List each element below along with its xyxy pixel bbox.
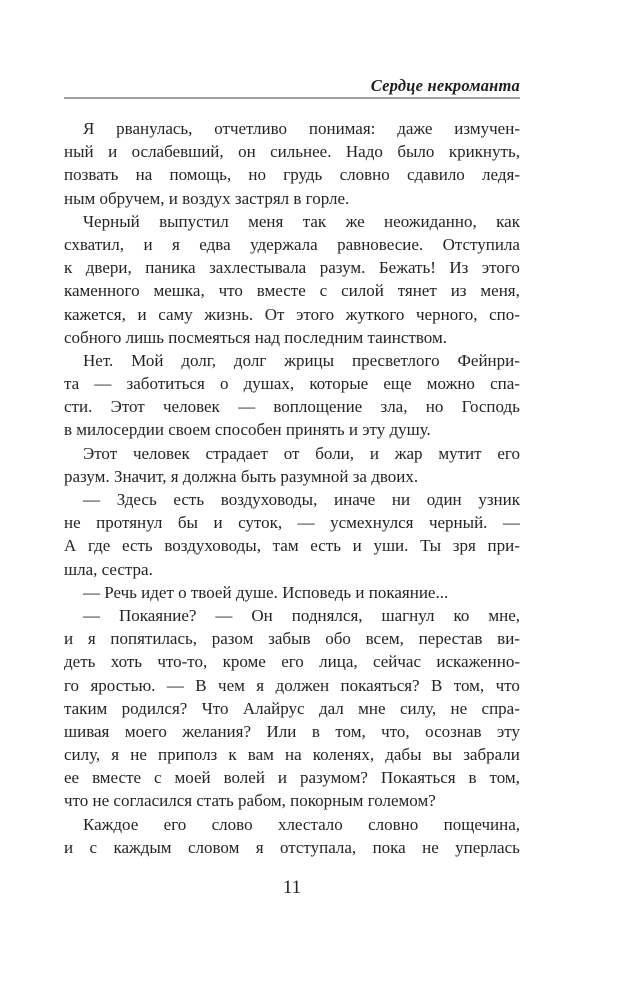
paragraph (64, 117, 520, 210)
text-line: каменного мешка, что вместе с силой тянет из меня, (64, 281, 520, 301)
text-line: разум. Значит, я должна быть разумной за двоих. (64, 466, 419, 486)
text-line: Я рванулась, отчетливо понимая: даже измучен- (83, 119, 520, 138)
text-line: та — заботиться о душах, которые еще можно спа- (64, 374, 520, 394)
text-line: Черный выпустил меня так же неожиданно, как (83, 211, 520, 231)
text-line: Каждое его слово хлестало словно пощечина, (83, 814, 520, 834)
text-line: ее вместе с моей волей и разумом? Покаяться в том, (64, 768, 520, 788)
text-line: что не согласился стать рабом, покорным големом? (64, 791, 436, 811)
paragraph (64, 210, 520, 349)
paragraph (64, 581, 520, 604)
text-line: Нет. Мой долг, долг жрицы пресветлого Фейнри- (83, 350, 520, 370)
text-line: Этот человек страдает от боли, и жар мутит его (83, 443, 520, 463)
text-line: го яростью. — В чем я должен покаяться? В том, что (64, 675, 520, 695)
text-line: — Покаяние? — Он поднялся, шагнул ко мне, (83, 605, 520, 625)
text-line: к двери, паника захлестывала разум. Бежать! Из этого (64, 258, 520, 278)
text-line: — Речь идет о твоей душе. Исповедь и покаяние... (83, 582, 449, 602)
text-line: не протянул бы и суток, — усмехнулся черный. — (64, 513, 520, 533)
paragraph (64, 442, 520, 488)
text-line: — Здесь есть воздуховоды, иначе ни один узник (83, 490, 520, 509)
text-line: шла, сестра. (64, 559, 153, 579)
text-line: кажется, и саму жизнь. От этого жуткого черного, спо- (64, 304, 520, 324)
paragraph (64, 604, 520, 813)
text-line: и с каждым словом я отступала, пока не уперлась (64, 837, 520, 857)
text-line: в милосердии своем способен принять и эту душу. (64, 420, 431, 440)
paragraph (64, 813, 520, 859)
running-header-title: Сердце некроманта (370, 76, 520, 95)
body-text (64, 117, 520, 859)
text-line: ным обручем, и воздух застрял в горле. (64, 188, 350, 208)
text-line: позвать на помощь, но грудь словно сдавило ледя- (64, 165, 520, 185)
paragraph (64, 349, 520, 442)
text-line: сти. Этот человек — воплощение зла, но Господь (64, 397, 520, 417)
text-line: собного лишь посмеяться над последним таинством. (64, 327, 447, 347)
text-line: таким родился? Что Алайрус дал мне силу, не спра- (64, 698, 520, 718)
page-number: 11 (282, 877, 302, 898)
text-line: ный и ослабевший, он сильнее. Надо было крикнуть, (64, 142, 520, 162)
text-line: силу, я не приполз к вам на коленях, дабы вы забрали (64, 745, 520, 765)
text-line: и я попятилась, разом забыв обо всем, перестав ви- (64, 629, 520, 649)
paragraph (64, 488, 520, 581)
header-rule (64, 97, 520, 99)
text-line: схватил, и я едва удержала равновесие. Отступила (64, 234, 520, 254)
text-line: А где есть воздуховоды, там есть и уши. Ты зря при- (64, 536, 520, 556)
text-line: шивая моего желания? Или в том, что, осознав эту (64, 721, 520, 741)
text-line: деть хоть что-то, кроме его лица, сейчас искаженно- (64, 652, 520, 672)
